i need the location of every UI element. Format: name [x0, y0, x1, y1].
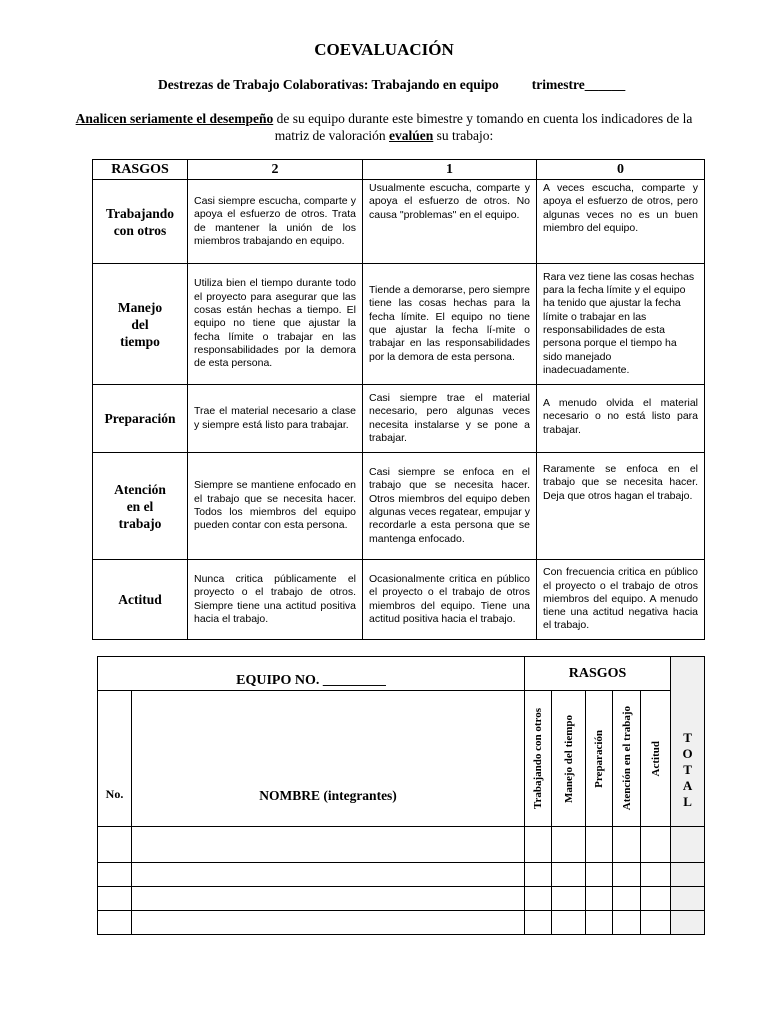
score-cell[interactable] — [641, 911, 671, 935]
score-cell[interactable] — [641, 887, 671, 911]
rubric-header-1: 1 — [363, 160, 537, 180]
name-cell[interactable] — [132, 887, 525, 911]
score-cell[interactable] — [525, 827, 552, 863]
trait-column-header — [641, 691, 671, 827]
score-cell[interactable] — [613, 887, 641, 911]
page-title: COEVALUACIÓN — [314, 40, 454, 59]
subtitle — [158, 77, 625, 93]
level-2-desc: Siempre se mantiene enfocado en el trabajo que se necesita hacer. Todos los miembros del equipo pueden contar con esta persona. — [188, 453, 363, 560]
level-1-desc: Ocasionalmente critica en público el proyecto o el trabajo de otros miembros del equipo. Tiene una actitud positiva hacia el trabajo. — [363, 560, 537, 640]
table-row — [98, 863, 705, 887]
level-0-desc: Con frecuencia critica en público el proyecto o el trabajo de otros miembros del equipo. A menudo tiene una actitud negativa hacia el trabajo. — [537, 560, 705, 640]
score-cell[interactable] — [641, 863, 671, 887]
trait-label: Trabajando con otros — [105, 205, 174, 238]
team-table — [97, 656, 705, 935]
name-cell[interactable] — [132, 827, 525, 863]
table-row — [98, 827, 705, 863]
no-cell[interactable] — [98, 911, 132, 935]
rubric-header-2: 2 — [188, 160, 363, 180]
no-cell[interactable] — [98, 863, 132, 887]
trait-name — [93, 453, 188, 560]
instructions-text: de su equipo durante este bimestre y tomando en cuenta los indicadores de la matriz de valoración — [273, 111, 693, 143]
trait-column-label: Preparación — [593, 729, 606, 788]
no-column-header: No. — [98, 691, 132, 827]
subtitle-main: Destrezas de Trabajo Colaborativas: Trabajando en equipo — [158, 77, 499, 92]
total-label: T O T A L — [682, 729, 693, 809]
total-cell[interactable] — [671, 827, 705, 863]
table-row — [98, 911, 705, 935]
score-cell[interactable] — [552, 827, 586, 863]
trait-column-label: Atención en el trabajo — [620, 706, 633, 811]
rubric-row — [93, 264, 705, 385]
level-1-desc: Casi siempre trae el material necesario, pero algunas veces necesita instalarse y se pone a trabajar. — [363, 385, 537, 453]
no-cell[interactable] — [98, 887, 132, 911]
trait-name: Preparación — [93, 385, 188, 453]
total-header — [671, 657, 705, 827]
score-cell[interactable] — [525, 863, 552, 887]
total-cell[interactable] — [671, 887, 705, 911]
level-0-desc: Raramente se enfoca en el trabajo que se necesita hacer. Deja que otros hagan el trabajo. — [537, 453, 705, 560]
rasgos-header: RASGOS — [525, 657, 671, 691]
name-cell[interactable] — [132, 911, 525, 935]
trait-column-header — [586, 691, 613, 827]
trait-column-label: Actitud — [649, 740, 662, 777]
trait-column-header — [525, 691, 552, 827]
rubric-table — [92, 159, 705, 640]
score-cell[interactable] — [552, 863, 586, 887]
score-cell[interactable] — [586, 911, 613, 935]
instructions-emphasis-2: evalúen — [389, 128, 434, 143]
level-0-desc: A veces escucha, comparte y apoya el esfuerzo de otros, pero algunas veces no es un buen miembro del equipo. — [537, 180, 705, 264]
rubric-row — [93, 385, 705, 453]
trait-label: Atención en el trabajo — [114, 481, 166, 531]
equipo-number-field[interactable]: EQUIPO NO. _________ — [98, 657, 525, 691]
level-0-desc: A menudo olvida el material necesario o no está listo para trabajar. — [537, 385, 705, 453]
level-1-desc: Tiende a demorarse, pero siempre tiene las cosas hechas para la fecha límite. El equipo no tiene que ajustar la fecha lí-mite o trabajar en las responsabilidades por la demora de esta persona. — [363, 264, 537, 385]
trait-column-header — [552, 691, 586, 827]
instructions — [70, 110, 698, 144]
trait-column-label: Trabajando con otros — [532, 707, 545, 810]
trimestre-field[interactable]: trimestre______ — [531, 77, 626, 92]
team-header-row — [98, 657, 705, 691]
score-cell[interactable] — [552, 911, 586, 935]
trait-label: Manejo del tiempo — [117, 299, 163, 349]
score-cell[interactable] — [613, 911, 641, 935]
score-cell[interactable] — [586, 827, 613, 863]
level-1-desc: Usualmente escucha, comparte y apoya el esfuerzo de otros. No causa "problemas" en el equipo. — [363, 180, 537, 264]
rubric-header-0: 0 — [537, 160, 705, 180]
level-1-desc: Casi siempre se enfoca en el trabajo que se necesita hacer. Otros miembros del equipo deben algunas veces regatear, empujar y recordarle a esta persona que se mantenga enfocado. — [363, 453, 537, 560]
score-cell[interactable] — [525, 911, 552, 935]
level-2-desc: Nunca critica públicamente el proyecto o el trabajo de otros. Siempre tiene una actitud positiva hacia el trabajo. — [188, 560, 363, 640]
level-2-desc: Utiliza bien el tiempo durante todo el proyecto para asegurar que las cosas están hechas a tiempo. El equipo no tiene que ajustar la fecha límite o trabajar en las responsabilidades por la demora de esta persona. — [188, 264, 363, 385]
score-cell[interactable] — [586, 863, 613, 887]
rubric-row — [93, 560, 705, 640]
rubric-header-row — [93, 160, 705, 180]
rubric-row — [93, 180, 705, 264]
name-cell[interactable] — [132, 863, 525, 887]
score-cell[interactable] — [613, 827, 641, 863]
team-column-row — [98, 691, 705, 827]
instructions-text-2: su trabajo: — [433, 128, 494, 143]
trait-name — [93, 180, 188, 264]
score-cell[interactable] — [525, 887, 552, 911]
instructions-emphasis: Analicen seriamente el desempeño — [75, 111, 274, 126]
level-2-desc: Trae el material necesario a clase y siempre está listo para trabajar. — [188, 385, 363, 453]
table-row — [98, 887, 705, 911]
score-cell[interactable] — [586, 887, 613, 911]
level-2-desc: Casi siempre escucha, comparte y apoya el esfuerzo de otros. Trata de mantener la unión de los miembros trabajando en equipo. — [188, 180, 363, 264]
level-0-desc: Rara vez tiene las cosas hechas para la fecha límite y el equipo ha tenido que ajustar la fecha límite o trabajar en las responsabilidades de esta persona porque el tiempo ha sido manejado inadecuadamente. — [537, 264, 705, 385]
trait-column-header — [613, 691, 641, 827]
trait-name: Actitud — [93, 560, 188, 640]
trait-column-label: Manejo del tiempo — [562, 714, 575, 803]
score-cell[interactable] — [613, 863, 641, 887]
trait-name — [93, 264, 188, 385]
rubric-header-rasgos: RASGOS — [93, 160, 188, 180]
score-cell[interactable] — [552, 887, 586, 911]
score-cell[interactable] — [641, 827, 671, 863]
rubric-row — [93, 453, 705, 560]
total-cell[interactable] — [671, 911, 705, 935]
no-cell[interactable] — [98, 827, 132, 863]
total-cell[interactable] — [671, 863, 705, 887]
nombre-column-header: NOMBRE (integrantes) — [132, 691, 525, 827]
